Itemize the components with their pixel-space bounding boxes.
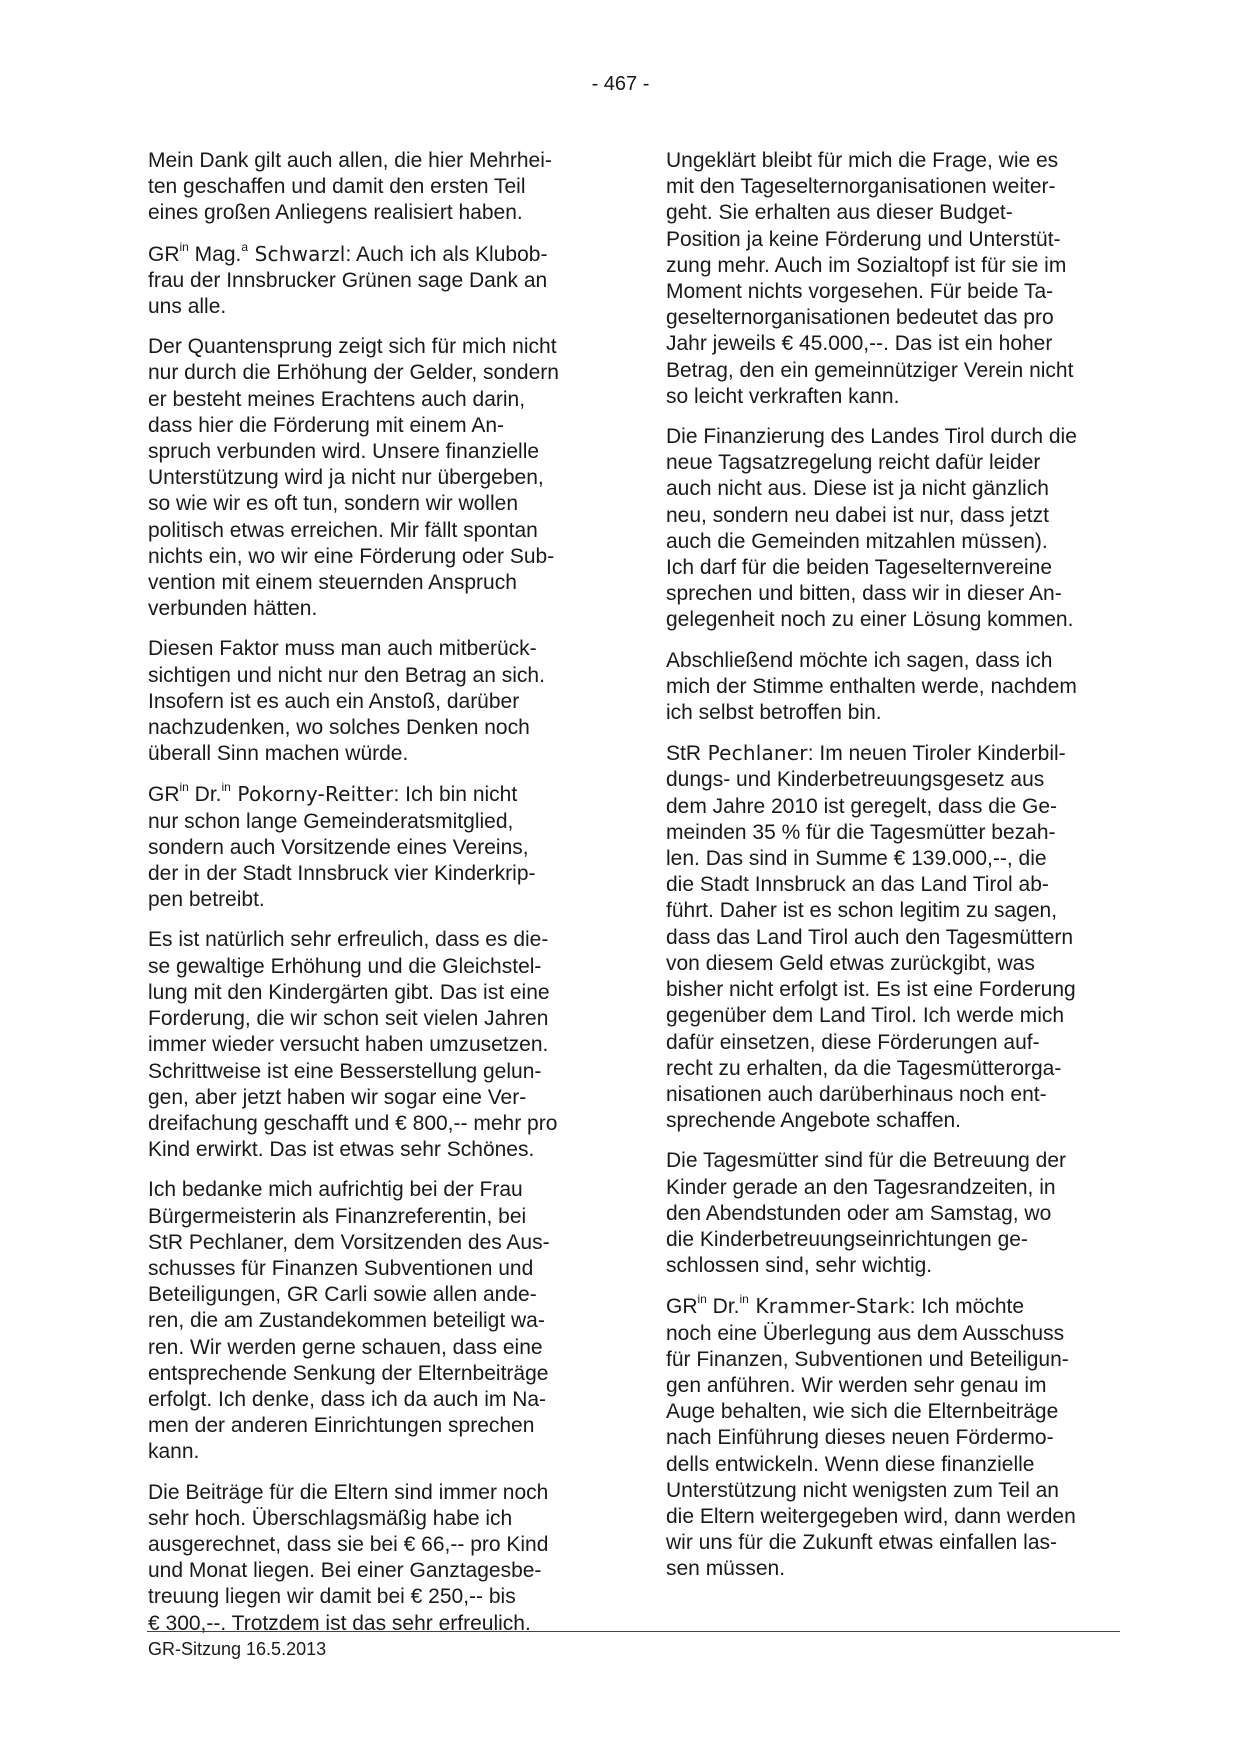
speaker-title-superscript: in	[739, 1292, 749, 1307]
footer-divider	[147, 1631, 1120, 1632]
text-line: auch nicht aus. Diese ist ja nicht gänzlich	[666, 477, 1049, 501]
footer-session-date: GR-Sitzung 16.5.2013	[148, 1639, 327, 1659]
paragraph-beitraege	[148, 1480, 600, 1637]
speaker-text: : Ich bin nicht	[393, 783, 518, 807]
text-line: dafür einsetzen, diese Förderungen auf-	[666, 1030, 1040, 1054]
text-line: gegenüber dem Land Tirol. Ich werde mich	[666, 1004, 1065, 1028]
text-line: Beteiligungen, GR Carli sowie allen ande-	[148, 1283, 537, 1307]
paragraph-thanks	[148, 148, 600, 227]
text-line: nisationen auch darüberhinaus noch ent-	[666, 1082, 1047, 1106]
speaker-line	[666, 1293, 1118, 1320]
text-line: lung mit den Kindergärten gibt. Das ist eine	[148, 980, 550, 1004]
text-line: mit den Tageselternorganisationen weiter-	[666, 175, 1056, 199]
text-line: frau der Innsbrucker Grünen sage Dank an	[148, 268, 548, 292]
page-number: - 467 -	[591, 73, 650, 95]
text-line: sondern auch Vorsitzende eines Vereins,	[148, 835, 529, 859]
text-line: und Monat liegen. Bei einer Ganztagesbe-	[148, 1559, 542, 1583]
text-line: neue Tagsatzregelung reicht dafür leider	[666, 451, 1041, 475]
text-line: mich der Stimme enthalten werde, nachdem	[666, 674, 1077, 698]
paragraph-finanzierung-land	[666, 424, 1118, 634]
text-line: gen, aber jetzt haben wir sogar eine Ver-	[148, 1085, 527, 1109]
paragraph-stimmenthaltung	[666, 648, 1118, 727]
speaker-prefix-superscript: in	[179, 239, 189, 254]
speaker-name: Schwarzl	[248, 241, 346, 266]
text-line: schusses für Finanzen Subventionen und	[148, 1256, 534, 1280]
paragraph-speaker-krammer-stark	[666, 1293, 1118, 1582]
text-line: Die Tagesmütter sind für die Betreuung der	[666, 1149, 1067, 1173]
paragraph-faktor	[148, 636, 600, 767]
text-line: Auge behalten, wie sich die Elternbeiträge	[666, 1400, 1059, 1424]
text-line: nichts ein, wo wir eine Förderung oder Sub-	[148, 544, 555, 568]
text-line: € 300,--. Trotzdem ist das sehr erfreulich.	[148, 1611, 531, 1635]
paragraph-bedanke	[148, 1177, 600, 1465]
text-line: bisher nicht erfolgt ist. Es ist eine Forderung	[666, 978, 1076, 1002]
speaker-title: Dr.	[188, 783, 222, 807]
text-line: Es ist natürlich sehr erfreulich, dass es die-	[148, 928, 549, 952]
text-line: Abschließend möchte ich sagen, dass ich	[666, 648, 1053, 672]
text-line: immer wieder versucht haben umzusetzen.	[148, 1033, 549, 1057]
text-line: Der Quantensprung zeigt sich für mich nicht	[148, 335, 557, 359]
text-line: er besteht meines Erachtens auch darin,	[148, 387, 526, 411]
text-line: spruch verbunden wird. Unsere finanzielle	[148, 440, 540, 464]
paragraph-tageseltern	[666, 148, 1118, 410]
text-line: verbunden hätten.	[148, 597, 318, 621]
text-line: so leicht verkraften kann.	[666, 384, 900, 408]
text-line: Position ja keine Förderung und Unterstüt-	[666, 227, 1061, 251]
right-column	[666, 148, 1118, 1597]
text-line: so wie wir es oft tun, sondern wir wollen	[148, 492, 518, 516]
text-line: se gewaltige Erhöhung und die Gleichstel-	[148, 954, 542, 978]
text-line: uns alle.	[148, 295, 227, 319]
text-line: Insofern ist es auch ein Anstoß, darüber	[148, 689, 520, 713]
text-line: Die Finanzierung des Landes Tirol durch die	[666, 425, 1077, 449]
text-line: ren. Wir werden gerne schauen, dass eine	[148, 1335, 543, 1359]
text-line: die Eltern weitergegeben wird, dann werden	[666, 1504, 1076, 1528]
paragraph-erfreulich	[148, 927, 600, 1163]
text-line: nur schon lange Gemeinderatsmitglied,	[148, 809, 514, 833]
text-line: eines großen Anliegens realisiert haben.	[148, 201, 523, 225]
text-line: vention mit einem steuernden Anspruch	[148, 571, 517, 595]
speaker-prefix-superscript: in	[697, 1292, 707, 1307]
speaker-name: Pokorny-Reitter	[230, 782, 394, 807]
speaker-name: Krammer-Stark	[748, 1294, 910, 1319]
text-line: neu, sondern neu dabei ist nur, dass jetzt	[666, 503, 1049, 527]
text-line: nachzudenken, wo solches Denken noch	[148, 716, 530, 740]
text-line: zung mehr. Auch im Sozialtopf ist für sie im	[666, 253, 1067, 277]
text-line: erfolgt. Ich denke, dass ich da auch im Na-	[148, 1387, 547, 1411]
text-line: Mein Dank gilt auch allen, die hier Mehrhei-	[148, 149, 552, 172]
text-line: von diesem Geld etwas zurückgibt, was	[666, 951, 1035, 975]
text-line: Unterstützung wird ja nicht nur übergeben,	[148, 466, 544, 490]
text-line: dem Jahre 2010 ist geregelt, dass die Ge-	[666, 794, 1058, 818]
text-line: ren, die am Zustandekommen beteiligt wa-	[148, 1309, 545, 1333]
text-line: Moment nichts vorgesehen. Für beide Ta-	[666, 280, 1054, 304]
text-line: die Kinderbetreuungseinrichtungen ge-	[666, 1227, 1028, 1251]
text-line: Kinder gerade an den Tagesrandzeiten, in	[666, 1175, 1056, 1199]
text-line: recht zu erhalten, da die Tagesmütterorga-	[666, 1056, 1062, 1080]
text-line: Ich darf für die beiden Tageselternvereine	[666, 556, 1053, 580]
text-line: ten geschaffen und damit den ersten Teil	[148, 175, 526, 199]
text-line: Kind erwirkt. Das ist etwas sehr Schönes.	[148, 1138, 535, 1162]
speaker-line	[666, 740, 1118, 767]
text-line: dass das Land Tirol auch den Tagesmüttern	[666, 925, 1074, 949]
text-line: sprechende Angebote schaffen.	[666, 1109, 962, 1133]
text-line: der in der Stadt Innsbruck vier Kinderkrip-	[148, 862, 536, 886]
text-line: nach Einführung dieses neuen Fördermo-	[666, 1426, 1054, 1450]
text-line: geselternorganisationen bedeutet das pro	[666, 306, 1054, 330]
speaker-prefix: GR	[148, 242, 180, 266]
text-line: StR Pechlaner, dem Vorsitzenden des Aus-	[148, 1230, 550, 1254]
text-line: den Abendstunden oder am Samstag, wo	[666, 1201, 1052, 1225]
text-line: noch eine Überlegung aus dem Ausschuss	[666, 1321, 1065, 1345]
text-line: auch die Gemeinden mitzahlen müssen).	[666, 529, 1048, 553]
text-line: überall Sinn machen würde.	[148, 742, 409, 766]
speaker-title: Mag.	[188, 242, 242, 266]
text-line: geht. Sie erhalten aus dieser Budget-	[666, 201, 1013, 225]
text-line: Ungeklärt bleibt für mich die Frage, wie es	[666, 149, 1059, 172]
text-line: sprechen und bitten, dass wir in dieser An-	[666, 582, 1062, 606]
speaker-text: : Im neuen Tiroler Kinderbil-	[807, 742, 1066, 766]
text-line: meinden 35 % für die Tagesmütter bezah-	[666, 820, 1056, 844]
text-line: Die Beiträge für die Eltern sind immer noch	[148, 1480, 549, 1504]
text-line: dreifachung geschafft und € 800,-- mehr pro	[148, 1111, 558, 1135]
text-line: Schrittweise ist eine Besserstellung gelun-	[148, 1059, 542, 1083]
speaker-title-superscript: a	[241, 239, 249, 254]
text-line: dass hier die Förderung mit einem An-	[148, 413, 505, 437]
speaker-name: Pechlaner	[701, 741, 808, 766]
paragraph-tagesmuetter	[666, 1148, 1118, 1279]
text-line: Betrag, den ein gemeinnütziger Verein nicht	[666, 358, 1074, 382]
text-line: nur durch die Erhöhung der Gelder, sondern	[148, 361, 559, 385]
text-line: len. Das sind in Summe € 139.000,--, die	[666, 847, 1047, 871]
text-line: die Stadt Innsbruck an das Land Tirol ab-	[666, 873, 1049, 897]
text-line: dungs- und Kinderbetreuungsgesetz aus	[666, 768, 1045, 792]
text-line: Unterstützung nicht wenigsten zum Teil an	[666, 1478, 1059, 1502]
paragraph-speaker-schwarzl	[148, 241, 600, 321]
text-line: dells entwickeln. Wenn diese finanzielle	[666, 1452, 1035, 1476]
text-line: Jahr jeweils € 45.000,--. Das ist ein hoher	[666, 332, 1053, 356]
text-line: ich selbst betroffen bin.	[666, 701, 882, 725]
text-line: sen müssen.	[666, 1557, 786, 1581]
text-line: gen anführen. Wir werden sehr genau im	[666, 1373, 1047, 1397]
text-line: Bürgermeisterin als Finanzreferentin, bei	[148, 1204, 527, 1228]
text-line: treuung liegen wir damit bei € 250,-- bis	[148, 1585, 516, 1609]
speaker-text: : Auch ich als Klubob-	[345, 242, 548, 266]
paragraph-speaker-pokorny-reitter	[148, 781, 600, 913]
speaker-line	[148, 781, 600, 808]
text-line: ausgerechnet, dass sie bei € 66,-- pro Kind	[148, 1532, 549, 1556]
text-line: politisch etwas erreichen. Mir fällt spontan	[148, 518, 538, 542]
speaker-prefix: GR	[666, 1295, 698, 1319]
paragraph-speaker-pechlaner	[666, 740, 1118, 1134]
text-line: pen betreibt.	[148, 888, 265, 912]
speaker-title: Dr.	[706, 1295, 740, 1319]
speaker-prefix-superscript: in	[179, 780, 189, 795]
speaker-line	[148, 241, 600, 268]
speaker-prefix: GR	[148, 783, 180, 807]
speaker-title-superscript: in	[221, 780, 231, 795]
text-line: kann.	[148, 1440, 200, 1464]
speaker-text: : Ich möchte	[909, 1295, 1025, 1319]
text-line: führt. Daher ist es schon legitim zu sagen,	[666, 899, 1058, 923]
text-line: sehr hoch. Überschlagsmäßig habe ich	[148, 1506, 513, 1530]
text-line: wir uns für die Zukunft etwas einfallen las-	[666, 1531, 1058, 1555]
text-line: Ich bedanke mich aufrichtig bei der Frau	[148, 1178, 523, 1202]
left-column	[148, 148, 600, 1651]
text-line: gelegenheit noch zu einer Lösung kommen.	[666, 608, 1074, 632]
text-line: Diesen Faktor muss man auch mitberück-	[148, 637, 537, 661]
speaker-prefix: StR	[666, 742, 702, 766]
paragraph-quantensprung	[148, 334, 600, 622]
text-line: men der anderen Einrichtungen sprechen	[148, 1414, 535, 1438]
text-line: sichtigen und nicht nur den Betrag an sich.	[148, 663, 545, 687]
text-line: schlossen sind, sehr wichtig.	[666, 1254, 933, 1278]
text-line: entsprechende Senkung der Elternbeiträge	[148, 1361, 549, 1385]
text-line: Forderung, die wir schon seit vielen Jahren	[148, 1007, 549, 1031]
text-line: für Finanzen, Subventionen und Beteiligun-	[666, 1347, 1069, 1371]
